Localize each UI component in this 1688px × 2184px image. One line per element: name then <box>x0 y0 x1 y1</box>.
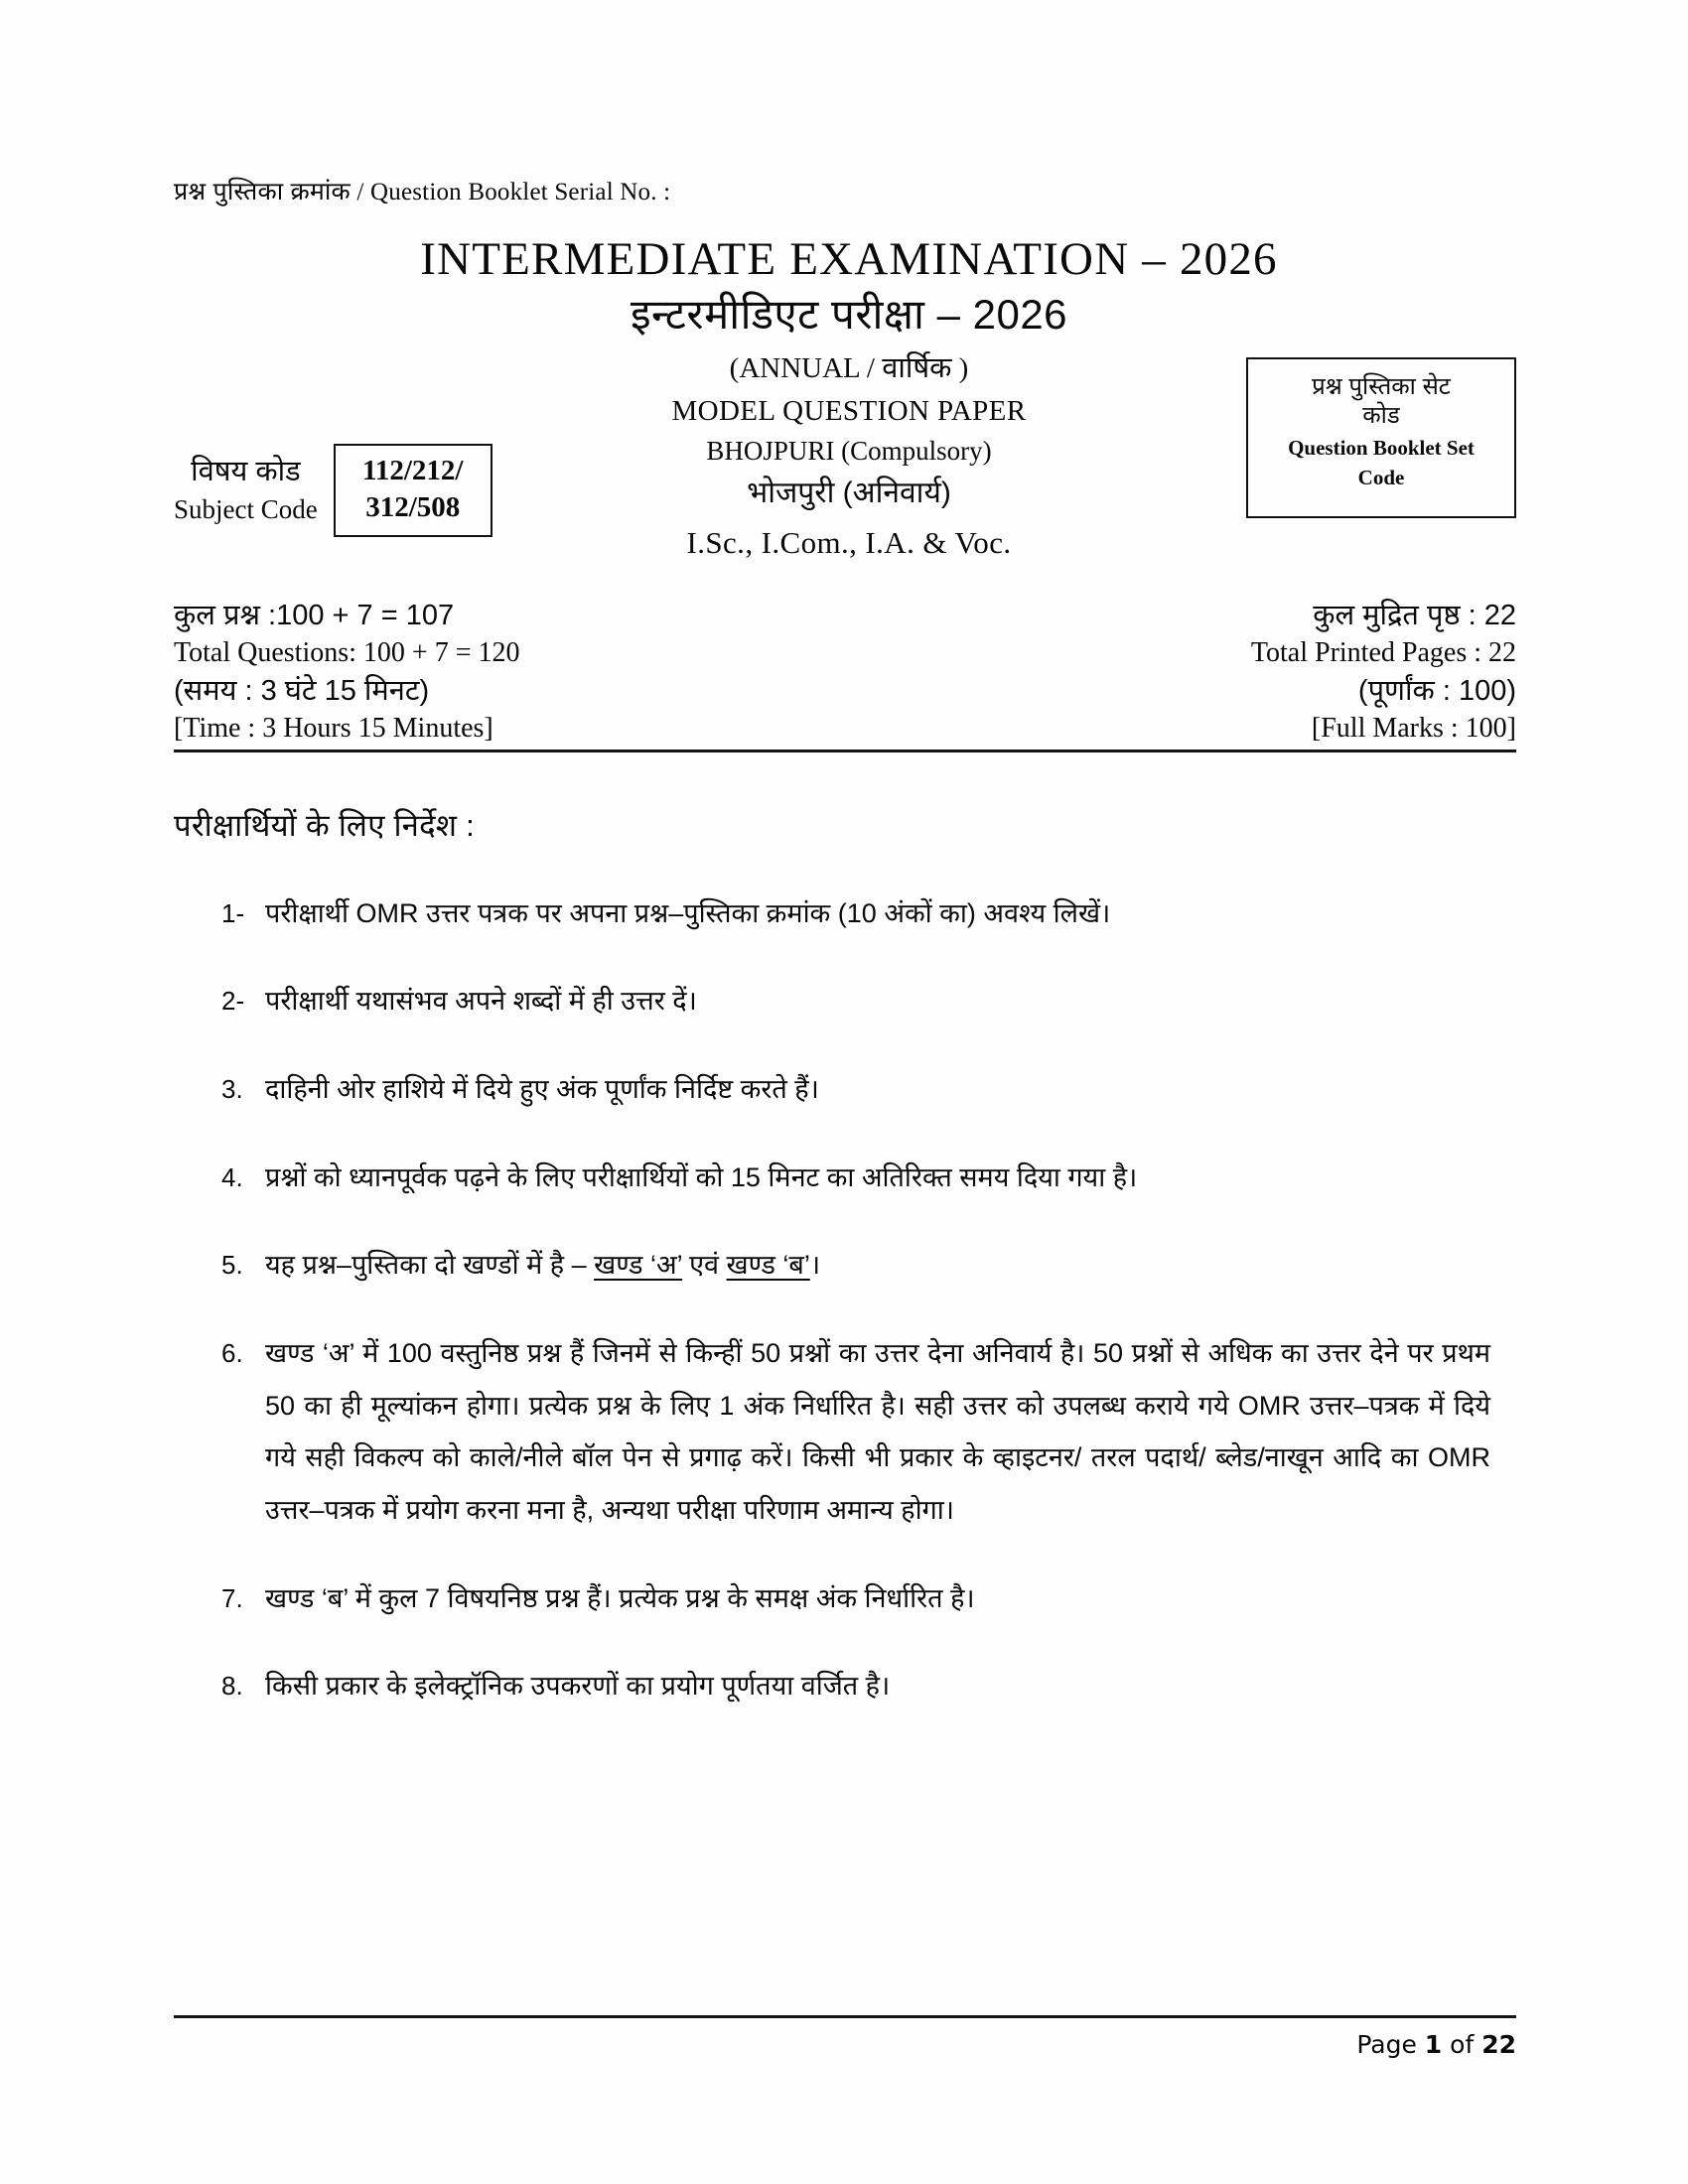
instruction-number: 7. <box>221 1582 243 1613</box>
instruction-number: 1- <box>221 897 245 928</box>
instruction-text: परीक्षार्थी यथासंभव अपने शब्दों में ही उत्तर दें। <box>265 986 697 1017</box>
printed-pages-en: Total Printed Pages : 22 <box>1250 637 1516 669</box>
instruction-text: किसी प्रकार के इलेक्ट्रॉनिक उपकरणों का प्रयोग पूर्णतया वर्जित है। <box>265 1671 891 1702</box>
subject-code-box <box>334 444 492 537</box>
total-questions-en: Total Questions: 100 + 7 = 120 <box>174 637 520 669</box>
subject-code-labels <box>174 453 318 528</box>
question-booklet-set-code-box <box>1246 357 1516 518</box>
set-code-label-en-line1: Question Booklet Set <box>1288 435 1475 460</box>
full-marks-en: [Full Marks : 100] <box>1311 713 1516 745</box>
booklet-serial-separator: / <box>350 179 370 205</box>
model-question-paper-label: MODEL QUESTION PAPER <box>671 394 1027 427</box>
instruction-item <box>174 1327 1494 1537</box>
instruction-text <box>265 1239 1494 1292</box>
footer-divider-rule <box>174 2015 1516 2018</box>
printed-pages-hi: कुल मुद्रित पृष्ठ : 22 <box>1313 599 1516 631</box>
instruction-item <box>174 887 1494 940</box>
instruction-number: 3. <box>221 1074 243 1105</box>
instruction-text: खण्ड ‘ब’ में कुल 7 विषयनिष्ठ प्रश्न हैं। प्रत्येक प्रश्न के समक्ष अंक निर्धारित है। <box>265 1582 975 1613</box>
instruction-number: 4. <box>221 1161 243 1192</box>
exam-title-en: INTERMEDIATE EXAMINATION – 2026 <box>420 233 1278 285</box>
set-code-label-hi-line1: प्रश्न पुस्तिका सेट <box>1312 373 1451 400</box>
subject-name-hi: भोजपुरी (अनिवार्य) <box>747 476 951 509</box>
instruction-text-pre: यह प्रश्न–पुस्तिका दो खण्डों में है – <box>265 1250 595 1281</box>
instruction-text-post: । <box>809 1250 821 1281</box>
page-number <box>174 2030 1516 2059</box>
instruction-item <box>174 1152 1494 1204</box>
exam-stats <box>174 597 1516 746</box>
page-content <box>174 174 1516 1748</box>
subject-code-label-en: Subject Code <box>174 494 318 525</box>
page-number-total: 22 <box>1481 2030 1516 2059</box>
subject-code-group <box>174 444 492 537</box>
title-block <box>174 233 1494 561</box>
booklet-serial-label-hi: प्रश्न पुस्तिका क्रमांक <box>174 178 351 205</box>
instruction-item <box>174 1572 1494 1625</box>
header-divider-rule <box>174 750 1516 752</box>
subject-code-label-hi: विषय कोड <box>191 456 301 488</box>
instruction-text: दाहिनी ओर हाशिये में दिये हुए अंक पूर्णांक निर्दिष्ट करते हैं। <box>265 1074 819 1105</box>
instruction-number: 5. <box>221 1250 243 1281</box>
set-code-label-en-line2: Code <box>1357 465 1405 489</box>
instructions-heading: परीक्षार्थियों के लिए निर्देश : <box>174 807 476 843</box>
instruction-item <box>174 1239 1494 1292</box>
booklet-serial-line <box>174 174 1494 207</box>
exam-time-hi: (समय : 3 घंटे 15 मिनट) <box>174 674 430 707</box>
exam-title-hi: इन्टरमीडिएट परीक्षा – 2026 <box>630 290 1068 338</box>
instruction-number: 2- <box>221 986 245 1017</box>
instruction-underlined-khand-a: खण्ड ‘अ’ <box>594 1250 683 1281</box>
stream-list: I.Sc., I.Com., I.A. & Voc. <box>686 524 1012 560</box>
instruction-text: खण्ड ‘अ’ में 100 वस्तुनिष्ठ प्रश्न हैं जिनमें से किन्हीं 50 प्रश्नों का उत्तर देना अनिवार्य है। 50 प्रश्नों से अधिक का उत्तर देने पर प्रथम 50 का ही मूल्यांकन होगा। प्रत्येक प्रश्न के लिए 1 अंक निर्धारित है। सही उत्तर को उपलब्ध कराये गये OMR उत्तर–पत्रक में दिये गये सही विकल्प को काले/नीले बॉल पेन से प्रगाढ़ करें। किसी भी प्रकार के व्हाइटनर/ तरल पदार्थ/ ब्लेड/नाखून आदि का OMR उत्तर–पत्रक में प्रयोग करना मना है, अन्यथा परीक्षा परिणाम अमान्य होगा। <box>265 1338 1490 1525</box>
page-number-prefix: Page <box>1356 2030 1425 2059</box>
booklet-serial-label-en: Question Booklet Serial No. : <box>370 179 671 205</box>
page-number-middle: of <box>1442 2030 1482 2059</box>
instruction-item <box>174 975 1494 1027</box>
subject-code-value-line2: 312/508 <box>365 491 461 524</box>
instruction-item <box>174 1660 1494 1712</box>
instructions-list <box>174 887 1494 1712</box>
instruction-number: 8. <box>221 1671 243 1702</box>
instruction-item <box>174 1063 1494 1116</box>
instruction-text: प्रश्नों को ध्यानपूर्वक पढ़ने के लिए परीक्षार्थियों को 15 मिनट का अतिरिक्त समय दिया गया है। <box>265 1161 1138 1192</box>
page-footer <box>174 2015 1516 2059</box>
full-marks-hi: (पूर्णांक : 100) <box>1357 674 1516 707</box>
subject-name-en: BHOJPURI (Compulsory) <box>706 435 992 466</box>
instruction-text: परीक्षार्थी OMR उत्तर पत्रक पर अपना प्रश्न–पुस्तिका क्रमांक (10 अंकों का) अवश्य लिखें। <box>265 897 1111 928</box>
instruction-text-mid: एवं <box>682 1250 727 1281</box>
exam-stats-right <box>1251 597 1516 748</box>
subject-code-value-line1: 112/212/ <box>361 455 464 486</box>
exam-time-en: [Time : 3 Hours 15 Minutes] <box>174 713 493 745</box>
exam-session-line: (ANNUAL / वार्षिक ) <box>729 351 969 384</box>
instruction-number: 6. <box>221 1338 243 1369</box>
instruction-underlined-khand-b: खण्ड ‘ब’ <box>726 1250 810 1281</box>
page-number-current: 1 <box>1424 2030 1443 2059</box>
exam-stats-left <box>174 597 520 748</box>
set-code-label-hi-line2: कोड <box>1362 401 1400 429</box>
total-questions-hi: कुल प्रश्न :100 + 7 = 107 <box>174 599 455 631</box>
